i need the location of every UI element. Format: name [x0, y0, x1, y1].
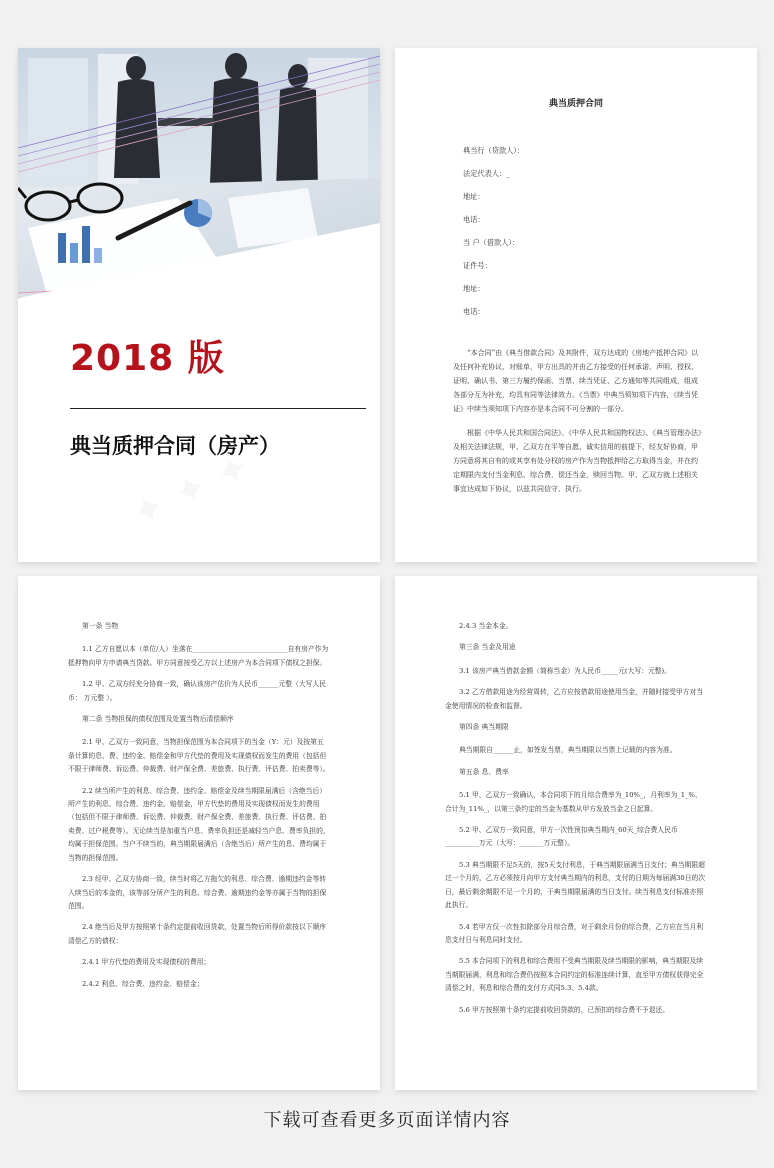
article-2-heading: 第二条 当物担保的债权范围及处置当物后清偿顺序 — [82, 715, 234, 724]
clause-2-4-3: 2.4.3 当金本金。 — [459, 622, 513, 630]
cover-title: 典当质押合同（房产） — [70, 434, 280, 458]
article-3-heading: 第三条 当金及用途 — [459, 643, 516, 652]
field-id-number: 证件号： — [463, 261, 492, 270]
clause-3-2: 3.2 乙方借款用途为经营周转，乙方应按借款用途使用当金，并随时接受甲方对当金使用情况的检查和监督。 — [445, 688, 704, 710]
article-4-heading: 第四条 典当期限 — [459, 723, 509, 732]
clause-1-2: 1.2 甲、乙双方经充分协商一致，确认该房产估价为人民币______元整（大写人民币： 万元整 ）。 — [68, 680, 327, 702]
download-caption: 下载可查看更多页面详情内容 — [263, 1110, 511, 1131]
clause-2-3: 2.3 经甲、乙双方协商一致，续当时将乙方拖欠的利息、综合费、逾期违约金等转入续当后的本金的，该等部分所产生的利息、综合费、逾期违约金等亦属于当物的担保范围。 — [68, 875, 327, 910]
clause-4-term: 典当期限自______止，如签发当票，典当期限以当票上记载的内容为准。 — [459, 746, 677, 755]
article-5-heading: 第五条 息、费率 — [459, 767, 509, 776]
preamble-paragraph-2: 根据《中华人民共和国合同法》、《中华人民共和国物权法》、《典当管理办法》及相关法律法规，甲、乙双方在平等自愿、诚实信用的前提下，经友好协商，甲方同意将其自有的或其享有处分权的房产作为当物抵押给乙方取得当金，并在约定期限内支付当金利息、综合费，偿还当金，赎回当物。甲、乙双方就上述相关事宜达成如下协议，以兹共同信守、执行。 — [453, 429, 702, 493]
contract-page-article-1-2 — [18, 576, 380, 1090]
field-phone-2: 电话： — [463, 307, 485, 316]
field-legal-rep: 法定代表人：_ — [463, 169, 510, 178]
clause-2-4-2: 2.4.2 利息、综合费、违约金、赔偿金； — [82, 979, 204, 988]
clause-2-2: 2.2 续当所产生的利息、综合费、违约金、赔偿金及续当期限届满后（含绝当后）所产生的利息、综合费、违约金、赔偿金，甲方代垫的费用及实现债权而发生的费用（包括但不限于律师费、诉讼费、仲裁费、财产保全费、差旅费、执行费、评估费、拍卖费、过户税费等）。无论续当是加重当户息、费率负担还是减轻当户息、费率负担的，均属于担保范围。当户不续当的，典当期限届满后（含绝当后）所产生的息、费均属于当物的担保范围。 — [68, 786, 330, 862]
edition-label: 2018 版 — [70, 338, 225, 379]
clause-5-3: 5.3 典当期限不足5天的，按5天支付利息，于典当期限届满当日支付；典当期限超过一个月的，乙方必须按月向甲方支付典当期内的利息，支付的日期为每届满30日的次日，最后剩余期限不足一个月的，于典当期限届满的当日支付。续当利息支付标准亦照此执行。 — [445, 860, 706, 910]
contract-page-article-3-5 — [395, 576, 757, 1090]
clause-1-1: 1.1 乙方自愿以本（单位/人）坐落在____________________________自有房产作为抵押物向甲方申请典当贷款。甲方同意按受乙方以上述房产为本合同项下债权之担保。 — [68, 645, 329, 667]
clause-5-1: 5.1 甲、乙双方一致确认，本合同项下的月综合费率为_10%_，月利率为_1_%，合计为_11%_，以第三条约定的当金为基数从甲方发放当金之日起算。 — [445, 791, 702, 813]
field-address-2: 地址： — [463, 284, 485, 293]
article-block — [445, 620, 707, 1025]
cover-divider — [70, 408, 366, 409]
cover-page — [18, 48, 380, 562]
business-meeting-photo — [18, 48, 380, 298]
article-block — [68, 620, 330, 999]
field-borrower: 当 户（借款人）： — [463, 238, 520, 247]
clause-3-1: 3.1 该房产典当借款金额（简称当金）为人民币_____元(大写：元整)。 — [459, 666, 671, 675]
clause-5-5: 5.5 本合同项下的利息和综合费用不受典当期限及续当期限的影响，典当期限及续当期限届满，利息和综合费仍按照本合同约定的标准连续计算，直至甲方债权获得完全清偿之时，利息和综合费的支付方式同5.3、5.4款。 — [445, 957, 704, 993]
clause-2-4: 2.4 绝当后及甲方按照第十条约定提前收回贷款，处置当物后所得价款按以下顺序清偿乙方的债权： — [68, 923, 327, 945]
article-1-heading: 第一条 当物 — [82, 622, 119, 630]
preamble — [453, 346, 703, 506]
clause-5-4: 5.4 若甲方仅一次性扣除部分月综合费，对于剩余月份的综合费，乙方应在当月利息支付日与利息同时支付。 — [445, 922, 704, 944]
clause-2-1: 2.1 甲、乙双方一致同意，当物担保范围为本合同项下的当金（Y：元）及按第五条计算的息、费、违约金、赔偿金和甲方代垫的费用及实现债权而发生的费用（包括但不限于律师费、诉讼费、仲裁费、财产保全费、差旅费、执行费、评估费、拍卖费等）。 — [68, 738, 330, 774]
field-phone-1: 电话： — [463, 215, 485, 224]
field-address-1: 地址： — [463, 192, 485, 201]
field-pawnshop: 典当行（贷款人）： — [463, 146, 525, 155]
clause-2-4-1: 2.4.1 甲方代垫的费用及实现债权的费用； — [82, 958, 211, 967]
clause-5-6: 5.6 甲方按照第十条约定提前收回贷款的，已预扣的综合费不予退还。 — [459, 1005, 670, 1014]
clause-5-2: 5.2 甲、乙双方一致同意，甲方一次性预扣典当期内_60天_综合费人民币__________万元（大写：_______万元整）。 — [445, 826, 678, 848]
contract-first-page — [395, 48, 757, 562]
preamble-paragraph-1: “本合同”由《典当借款合同》及其附件，双方达成的《房地产抵押合同》以及任何补充协议、对账单，甲方出具的并由乙方接受的任何承诺、声明、授权、证明、确认书、第三方履约保函、当票、续当凭证、乙方通知等共同组成，组成各部分互为补充，均具有同等法律效力。《当票》中典当须知项下内容，《续当凭证》中续当须知项下内容亦是本合同不可分割的一部分。 — [453, 349, 699, 413]
document-title: 典当质押合同 — [548, 99, 603, 109]
